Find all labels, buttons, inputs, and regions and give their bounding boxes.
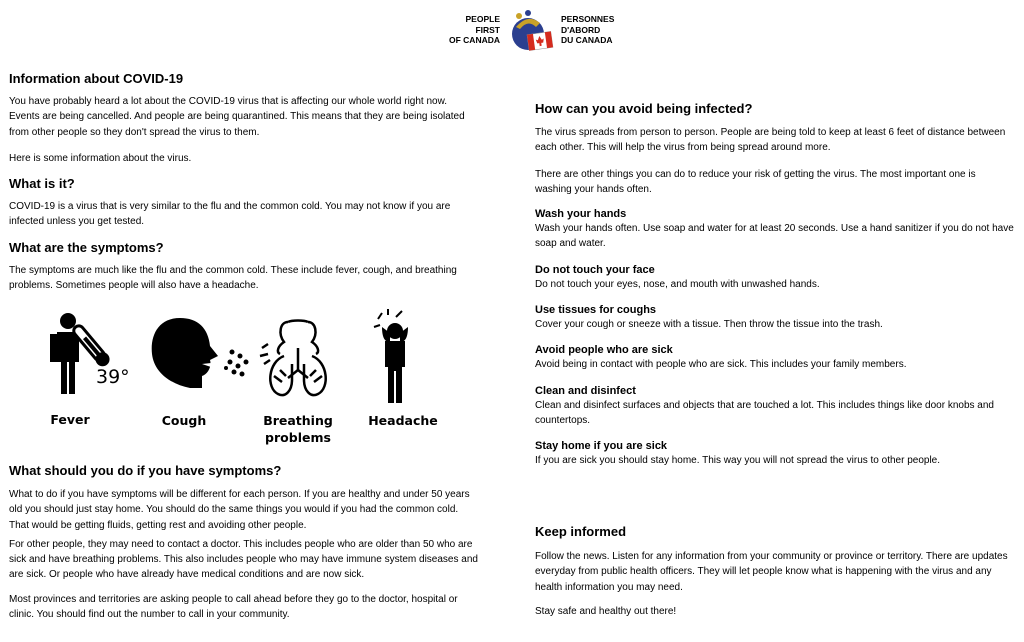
todo-paragraph-2: For other people, they may need to contact a doctor. This includes people who are older than 50 who are sick and have breathing problems. This also includes people who may have immune system diseases and are sick. Or people who have already have medical conditions and are now sick. xyxy=(9,538,478,581)
what-paragraph: COVID-19 is a virus that is very similar to the flu and the common cold. You may not know if you are infected unless you get tested. xyxy=(9,201,451,228)
symptoms-heading: What are the symptoms? xyxy=(9,239,164,255)
org-en-line-1: PEOPLE xyxy=(465,14,500,24)
tip-heading: Wash your hands xyxy=(535,208,627,221)
tip-text: If you are sick you should stay home. This way you will not spread the virus to other people. xyxy=(535,455,941,467)
todo-paragraph-3: Most provinces and territories are asking people to call ahead before they go to the doctor, hospital or clinic. You should find out the number to call in your community. xyxy=(9,593,458,621)
tip-stay-home xyxy=(535,439,1015,468)
left-column xyxy=(9,71,479,293)
org-en-line-2: FIRST xyxy=(475,24,500,35)
tip-text: Wash your hands often. Use soap and water for at least 20 seconds. Use a hand sanitizer if you do not have soap and water. xyxy=(535,223,1014,250)
avoid-paragraph-1: The virus spreads from person to person. People are being told to keep at least 6 feet of distance between each other. This will help the virus from being spread around more. xyxy=(535,127,1006,154)
org-fr-line-2: D'ABORD xyxy=(561,24,601,35)
org-en-line-3: OF CANADA xyxy=(449,35,500,45)
breathing-label-line-2: problems xyxy=(265,430,331,445)
right-column xyxy=(535,101,1015,469)
cough-icon xyxy=(150,316,250,392)
tip-use-tissues xyxy=(535,303,1015,332)
org-fr-line-1: PERSONNES xyxy=(561,14,615,24)
tip-text: Do not touch your eyes, nose, and mouth with unwashed hands. xyxy=(535,278,820,290)
headache-label: Headache xyxy=(368,413,438,428)
org-name-french xyxy=(561,14,651,46)
page-title: Information about COVID-19 xyxy=(9,71,184,86)
what-heading: What is it? xyxy=(9,176,75,192)
fever-temperature: 39° xyxy=(96,366,130,388)
breathing-label xyxy=(254,412,342,446)
symptoms-paragraph: The symptoms are much like the flu and the common cold. These include fever, cough, and breathing problems. Sometimes people will also have a headache. xyxy=(9,264,457,292)
fever-label: Fever xyxy=(50,412,90,427)
symptoms-advice-section xyxy=(9,463,479,622)
lungs-icon xyxy=(258,318,338,398)
avoid-heading: How can you avoid being infected? xyxy=(535,101,753,116)
org-fr-line-3: DU CANADA xyxy=(561,35,613,45)
todo-paragraph-1: What to do if you have symptoms will be different for each person. If you are healthy and under 50 years old you should just stay home. You should do the same things you would if you had the common cold. That would be getting fluids, getting rest and avoiding other people. xyxy=(9,489,470,531)
cough-label: Cough xyxy=(161,413,207,428)
tip-heading: Stay home if you are sick xyxy=(535,440,668,453)
keep-informed-section xyxy=(535,524,1015,619)
tip-heading: Clean and disinfect xyxy=(535,384,636,397)
informed-paragraph-2: Stay safe and healthy out there! xyxy=(535,605,677,617)
intro-paragraph: You have probably heard a lot about the COVID-19 virus that is affecting our whole world right now. Events are being cancelled. And people are being quarantined. This means that they are being isolated from other people so they don't spread the virus to them. xyxy=(9,96,465,138)
tip-clean-disinfect xyxy=(535,384,1015,429)
people-first-logo-icon xyxy=(506,7,556,57)
org-name-english xyxy=(440,14,500,46)
avoid-paragraph-2: There are other things you can do to reduce your risk of getting the virus. The most important one is washing your hands often. xyxy=(535,168,976,195)
informed-paragraph-1: Follow the news. Listen for any information from your community or province or territory. There are updates everyday from public health officers. They will let people know what is happening with the virus and any health information you may need. xyxy=(535,551,1008,593)
tip-avoid-sick-people xyxy=(535,343,1015,372)
tip-heading: Avoid people who are sick xyxy=(535,344,673,357)
todo-heading: What should you do if you have symptoms? xyxy=(9,463,282,478)
tip-heading: Do not touch your face xyxy=(535,263,655,276)
tip-text: Avoid being in contact with people who are sick. This includes your family members. xyxy=(535,359,907,371)
informed-heading: Keep informed xyxy=(535,524,627,539)
tip-text: Cover your cough or sneeze with a tissue. Then throw the tissue into the trash. xyxy=(535,319,883,331)
tip-wash-hands xyxy=(535,207,1015,252)
breathing-label-line-1: Breathing xyxy=(263,413,333,428)
intro-paragraph-2: Here is some information about the virus. xyxy=(9,152,192,164)
tip-text: Clean and disinfect surfaces and objects that are touched a lot. This includes things like door knobs and countertops. xyxy=(535,399,994,426)
tip-do-not-touch-face xyxy=(535,263,1015,292)
tip-heading: Use tissues for coughs xyxy=(535,304,657,317)
headache-icon xyxy=(372,309,418,405)
